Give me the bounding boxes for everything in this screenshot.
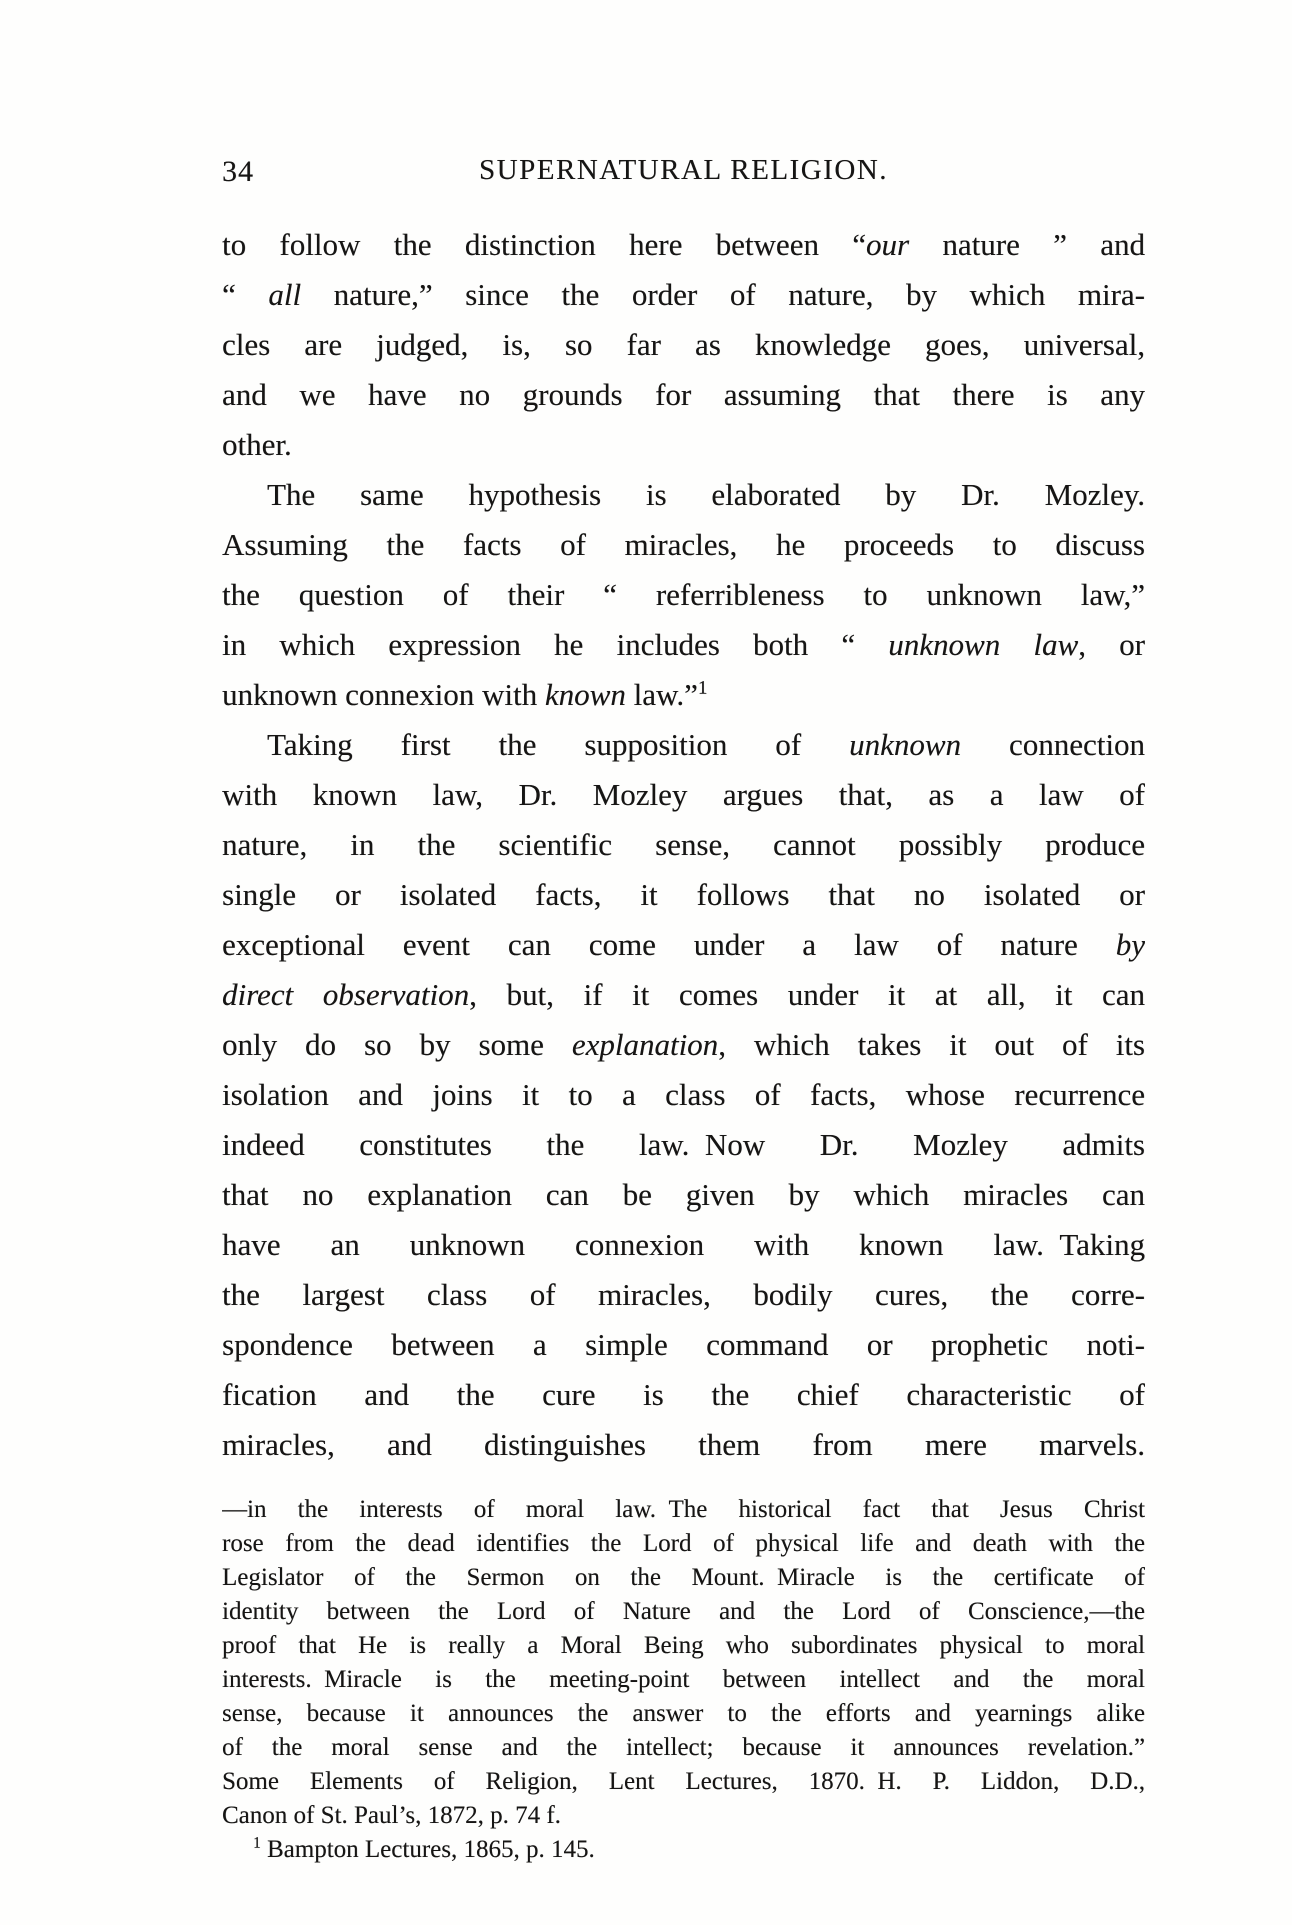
text-segment: the question of their “ referribleness to unknown law,” [222,577,1145,612]
footnote-reference-mark: 1 [697,677,708,699]
text-segment: nature ” and [909,227,1145,262]
body-text-line [222,720,1145,770]
text-segment: cles are judged, is, so far as knowledge goes, universal, [222,327,1145,362]
footnote-line [222,1833,1145,1867]
text-segment: to follow the distinction here between “ [222,227,867,262]
body-text-line [222,620,1145,670]
text-segment: nature, in the scientific sense, cannot possibly produce [222,827,1145,862]
page-body-text [222,220,1145,1470]
text-segment: sense, because it announces the answer to the efforts and yearnings alike [222,1700,1145,1727]
italic-text: our [866,227,910,262]
body-text-line [222,270,1145,320]
body-text-line [222,870,1145,920]
footnote-line [222,1765,1145,1799]
text-segment: exceptional event can come under a law of nature [222,927,1116,962]
body-text-line [222,1420,1145,1470]
text-segment: connection [961,727,1145,762]
italic-text: all [268,277,302,312]
italic-text: unknown law [888,627,1079,662]
footnote-line [222,1595,1145,1629]
text-segment: —in the interests of moral law. The historical fact that Jesus Christ [222,1496,1145,1523]
running-header [222,154,1145,190]
text-segment: in which expression he includes both “ [222,627,889,662]
text-segment: The same hypothesis is elaborated by Dr. Mozley. [267,477,1145,512]
footnote-line [222,1663,1145,1697]
text-segment: proof that He is really a Moral Being who subordinates physical to moral [222,1632,1145,1659]
footnote-line [222,1697,1145,1731]
running-title: SUPERNATURAL RELIGION. [479,154,888,186]
body-text-line [222,320,1145,370]
body-text-line [222,1070,1145,1120]
footnote-section [222,1493,1145,1867]
italic-text: explanation [571,1027,719,1062]
text-segment: and we have no grounds for assuming that there is any [222,377,1145,412]
body-text-line [222,570,1145,620]
text-segment: , or [1078,627,1145,662]
footnote-line [222,1561,1145,1595]
body-text-line [222,220,1145,270]
italic-text: known [544,677,626,712]
text-segment: law.” [625,677,698,712]
text-segment: identity between the Lord of Nature and the Lord of Conscience,—the [222,1598,1145,1625]
text-segment: the largest class of miracles, bodily cures, the corre- [222,1277,1145,1312]
footnote-line [222,1629,1145,1663]
body-text-line [222,1170,1145,1220]
body-text-line [222,820,1145,870]
text-segment: Some Elements of Religion, Lent Lectures, 1870. H. P. Liddon, D.D., [222,1768,1145,1795]
text-segment: Taking first the supposition of [267,727,850,762]
text-segment: rose from the dead identifies the Lord of physical life and death with the [222,1530,1145,1557]
body-text-line [222,1320,1145,1370]
body-text-line [222,1370,1145,1420]
body-text-line [222,1270,1145,1320]
footnote-line [222,1731,1145,1765]
italic-text: unknown [849,727,962,762]
text-segment: , which takes it out of its [718,1027,1145,1062]
body-text-line [222,370,1145,420]
body-text-line [222,420,1145,470]
text-segment: only do so by some [222,1027,572,1062]
text-segment: isolation and joins it to a class of facts, whose recurrence [222,1077,1145,1112]
text-segment: , but, if it comes under it at all, it can [469,977,1145,1012]
text-segment: Canon of St. Paul’s, 1872, p. 74 f. [222,1802,561,1829]
text-segment: Assuming the facts of miracles, he proceeds to discuss [222,527,1145,562]
text-segment: miracles, and distinguishes them from mere marvels. [222,1427,1145,1462]
text-segment: fication and the cure is the chief characteristic of [222,1377,1145,1412]
text-segment: interests. Miracle is the meeting-point between intellect and the moral [222,1666,1145,1693]
text-segment: “ [222,277,269,312]
body-text-line [222,920,1145,970]
body-text-line [222,520,1145,570]
footnote-line [222,1799,1145,1833]
text-segment: indeed constitutes the law. Now Dr. Mozley admits [222,1127,1145,1162]
text-segment: with known law, Dr. Mozley argues that, as a law of [222,777,1145,812]
italic-text: direct observation [222,977,470,1012]
text-segment: of the moral sense and the intellect; because it announces revelation.” [222,1734,1145,1761]
body-text-line [222,670,1145,720]
text-segment: single or isolated facts, it follows that no isolated or [222,877,1145,912]
page-number: 34 [222,155,254,188]
body-text-line [222,770,1145,820]
footnote-line [222,1493,1145,1527]
text-segment: spondence between a simple command or prophetic noti- [222,1327,1145,1362]
body-text-line [222,1220,1145,1270]
footnote-line [222,1527,1145,1561]
text-segment: have an unknown connexion with known law. Taking [222,1227,1145,1262]
footnote-reference-mark: 1 [253,1834,261,1852]
text-segment: Legislator of the Sermon on the Mount. Miracle is the certificate of [222,1564,1145,1591]
italic-text: by [1115,927,1145,962]
body-text-line [222,1120,1145,1170]
text-segment: Bampton Lectures, 1865, p. 145. [260,1836,595,1863]
body-text-line [222,970,1145,1020]
body-text-line [222,470,1145,520]
text-segment: other. [222,427,292,462]
text-segment: that no explanation can be given by which miracles can [222,1177,1145,1212]
body-text-line [222,1020,1145,1070]
text-segment: unknown connexion with [222,677,545,712]
text-segment: nature,” since the order of nature, by which mira- [301,277,1145,312]
